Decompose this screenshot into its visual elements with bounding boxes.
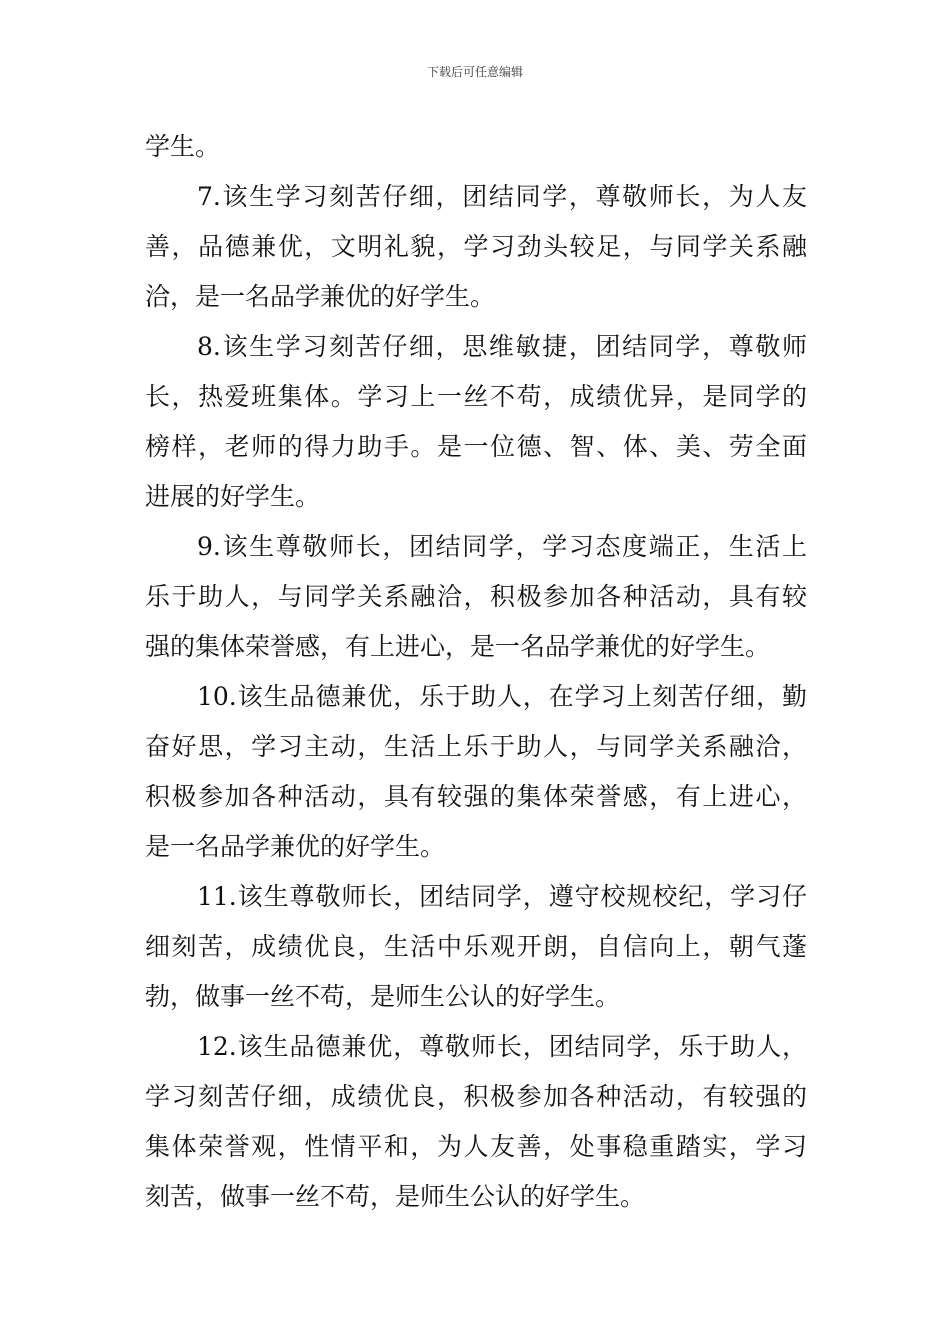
text-line: 9.该生尊敬师长，团结同学，学习态度端正，生活上 <box>197 532 807 561</box>
text-line: 积极参加各种活动，具有较强的集体荣誉感，有上进心， <box>145 782 807 811</box>
text-line: 是一名品学兼优的好学生。 <box>145 832 446 861</box>
text-line: 10.该生品德兼优，乐于助人，在学习上刻苦仔细，勤 <box>197 682 807 711</box>
text-line: 集体荣誉观，性情平和，为人友善，处事稳重踏实，学习 <box>145 1132 807 1161</box>
paragraph <box>145 172 807 322</box>
paragraph <box>145 872 807 1022</box>
text-line: 洽，是一名品学兼优的好学生。 <box>145 282 496 311</box>
text-line: 7.该生学习刻苦仔细，团结同学，尊敬师长，为人友 <box>197 182 807 211</box>
paragraph <box>145 122 807 172</box>
paragraph <box>145 672 807 872</box>
text-line: 榜样，老师的得力助手。是一位德、智、体、美、劳全面 <box>145 432 807 461</box>
paragraph <box>145 1022 807 1222</box>
text-line: 进展的好学生。 <box>145 482 321 511</box>
text-line: 细刻苦，成绩优良，生活中乐观开朗，自信向上，朝气蓬 <box>145 932 807 961</box>
paragraph <box>145 322 807 522</box>
text-line: 奋好思，学习主动，生活上乐于助人，与同学关系融洽， <box>145 732 807 761</box>
text-line: 8.该生学习刻苦仔细，思维敏捷，团结同学，尊敬师 <box>197 332 807 361</box>
text-line: 善，品德兼优，文明礼貌，学习劲头较足，与同学关系融 <box>145 232 807 261</box>
text-line: 勃，做事一丝不苟，是师生公认的好学生。 <box>145 982 621 1011</box>
document-body <box>145 122 807 1222</box>
text-line: 乐于助人，与同学关系融洽，积极参加各种活动，具有较 <box>145 582 807 611</box>
text-line: 强的集体荣誉感，有上进心，是一名品学兼优的好学生。 <box>145 632 771 661</box>
page-header: 下载后可任意编辑 <box>426 65 523 79</box>
text-line: 学习刻苦仔细，成绩优良，积极参加各种活动，有较强的 <box>145 1082 807 1111</box>
text-line: 刻苦，做事一丝不苟，是师生公认的好学生。 <box>145 1182 646 1211</box>
paragraph <box>145 522 807 672</box>
text-line: 11.该生尊敬师长，团结同学，遵守校规校纪，学习仔 <box>197 882 807 911</box>
text-line: 学生。 <box>145 132 221 161</box>
text-line: 12.该生品德兼优，尊敬师长，团结同学，乐于助人， <box>197 1032 807 1061</box>
text-line: 长，热爱班集体。学习上一丝不苟，成绩优异，是同学的 <box>145 382 807 411</box>
